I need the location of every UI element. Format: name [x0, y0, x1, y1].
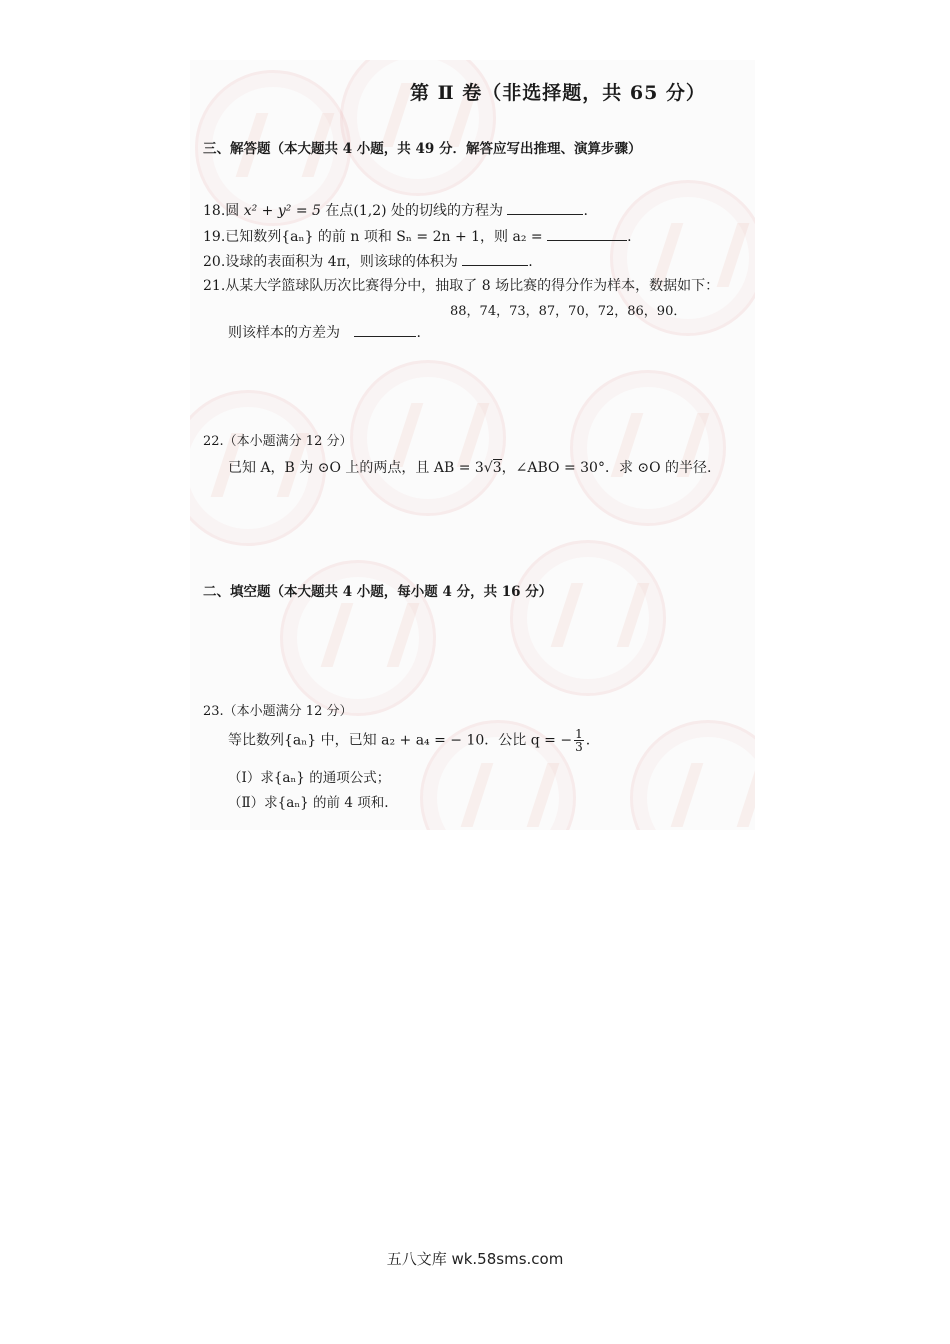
question-20 [203, 251, 533, 271]
section2-heading: 二、填空题（本大题共 4 小题，每小题 4 分，共 16 分） [203, 584, 553, 600]
q22-sqrt-arg: 3 [492, 460, 502, 476]
section3-heading: 三、解答题（本大题共 4 小题，共 49 分．解答应写出推理、演算步骤） [203, 141, 642, 157]
question-18 [203, 200, 588, 220]
q21-sample-data: 88，74，73，87，70，72，86，90． [450, 304, 687, 319]
part-title: 第 Ⅱ 卷（非选择题，共 65 分） [410, 82, 706, 104]
question-21 [203, 275, 719, 295]
q18-number: 18. [203, 203, 226, 219]
q20-answer-blank[interactable] [462, 251, 528, 266]
q23-frac-denominator: 3 [575, 740, 583, 754]
q23-part-1: （Ⅰ）求{aₙ} 的通项公式； [228, 770, 391, 786]
q20-end: . [528, 254, 533, 270]
q21-text: 从某大学篮球队历次比赛得分中，抽取了 8 场比赛的得分作为样本，数据如下： [225, 278, 720, 294]
q23-frac-numerator: 1 [575, 727, 583, 741]
q21-end: . [416, 325, 421, 341]
q19-answer-blank[interactable] [547, 226, 627, 241]
watermark-seal-icon [570, 370, 726, 526]
q22-body-b: ，∠ABO = 30°．求 ⊙O 的半径. [501, 460, 712, 476]
q23-part-2: （Ⅱ）求{aₙ} 的前 4 项和. [228, 795, 389, 811]
q23-heading: 23.（本小题满分 12 分） [203, 704, 353, 719]
q19-end: . [627, 229, 632, 245]
q22-heading: 22.（本小题满分 12 分） [203, 434, 353, 449]
watermark-seal-icon [350, 360, 506, 516]
q22-body-a: 已知 A，B 为 ⊙O 上的两点，且 AB = 3 [228, 460, 484, 476]
q18-end: . [583, 203, 588, 219]
q19-text: 已知数列{aₙ} 的前 n 项和 Sₙ = 2n + 1，则 a₂ = [225, 229, 543, 245]
q21-number: 21. [203, 278, 226, 294]
footer-source: 五八文库 wk.58sms.com [386, 1250, 564, 1268]
q21-tail [228, 322, 421, 342]
q23-body [228, 728, 590, 753]
q23-fraction [574, 728, 584, 753]
sqrt-icon: √ [483, 460, 493, 476]
q20-text: 设球的表面积为 4π，则该球的体积为 [225, 254, 458, 270]
q19-number: 19. [203, 229, 226, 245]
q22-body [228, 457, 712, 477]
q21-answer-blank[interactable] [354, 322, 416, 337]
q18-answer-blank[interactable] [507, 200, 583, 215]
q20-number: 20. [203, 254, 226, 270]
question-19 [203, 226, 632, 246]
q18-text-pre: 圆 [225, 203, 244, 219]
watermark-seal-icon [630, 720, 755, 830]
q18-equation: x² + y² = 5 [243, 203, 321, 219]
q21-tail-text: 则该样本的方差为 [228, 325, 340, 341]
watermark-seal-icon [510, 540, 666, 696]
q23-body-text: 等比数列{aₙ} 中，已知 a₂ + a₄ = − 10．公比 q = − [228, 732, 573, 749]
q23-body-end: . [585, 732, 591, 749]
q18-text-post: 在点(1,2) 处的切线的方程为 [320, 203, 504, 219]
